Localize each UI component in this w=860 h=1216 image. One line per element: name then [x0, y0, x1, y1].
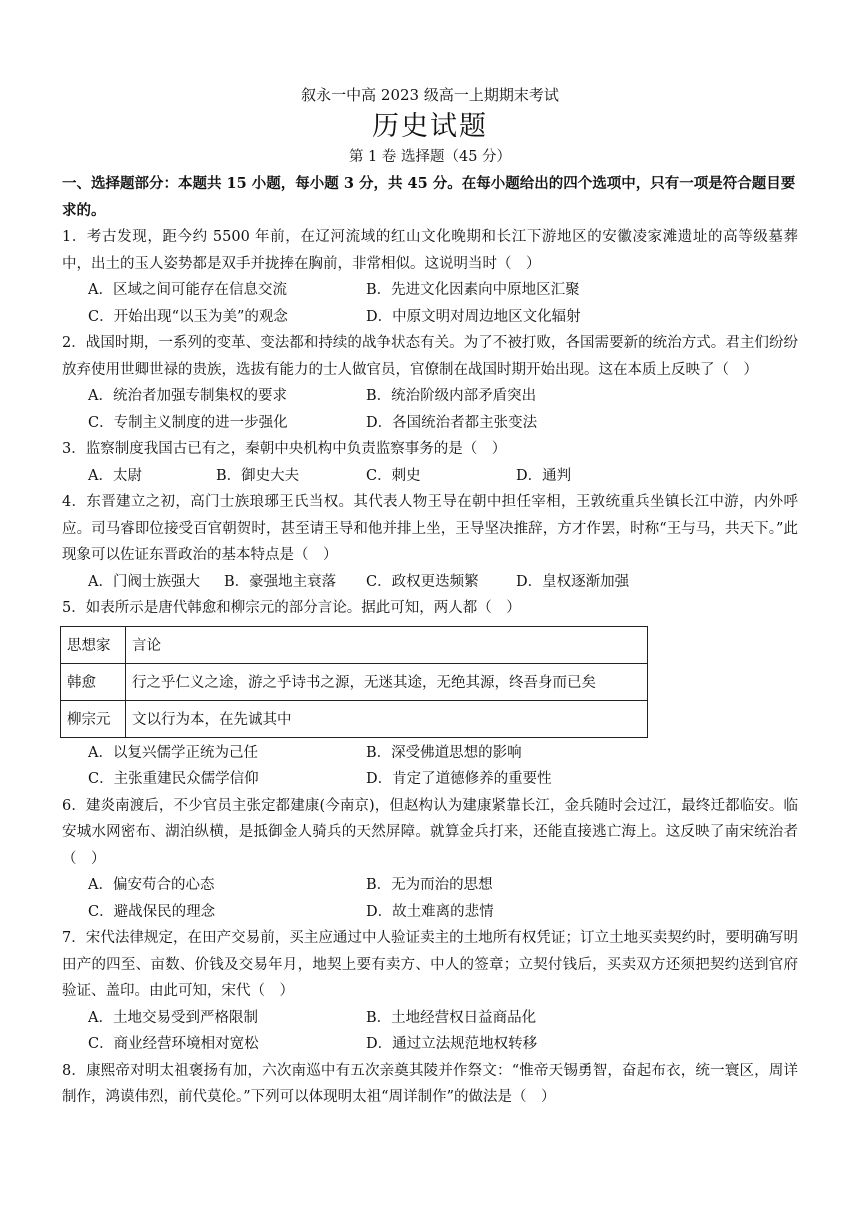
- option-a: A．统治者加强专制集权的要求: [88, 388, 287, 404]
- page-title: 历史试题: [372, 111, 488, 142]
- question-stem: 3．监察制度我国古已有之，秦朝中央机构中负责监察事务的是（ ）: [62, 441, 507, 457]
- question-stem: 7．宋代法律规定，在田产交易前，买主应通过中人验证卖主的土地所有权凭证；订立土地买卖契约时，要明确写明田产的四至、亩数、价钱及交易年月，地契上要有卖方、中人的签章；立契付钱后，买卖双方还须把契约送到官府验证、盖印。由此可知，宋代（ ）: [62, 930, 798, 999]
- exam-page: [62, 84, 798, 1111]
- option-c: C．专制主义制度的进一步强化: [88, 414, 288, 431]
- exam-header: 叙永一中高 2023 级高一上期期末考试: [301, 86, 559, 104]
- option-c: C．开始出现“以玉为美”的观念: [88, 308, 288, 325]
- table-cell: 韩愈: [61, 663, 126, 700]
- option-c: C．避战保民的理念: [88, 903, 216, 920]
- option-b: B．先进文化因素向中原地区汇聚: [366, 282, 580, 298]
- option-a: A．土地交易受到严格限制: [88, 1009, 258, 1026]
- question-stem: 2．战国时期，一系列的变革、变法都和持续的战争状态有关。为了不被打败，各国需要新的统治方式。君主们纷纷放弃使用世卿世禄的贵族，选拔有能力的士人做官员，官僚制在战国时期开始出现。这在本质上反映了（ ）: [62, 335, 798, 378]
- option-a: A．门阀士族强大: [88, 573, 200, 590]
- options: [62, 872, 798, 925]
- option-c: C．政权更迭频繁: [366, 573, 479, 590]
- options: [62, 277, 798, 330]
- option-a: A．太尉: [88, 467, 142, 484]
- question-stem: 6．建炎南渡后，不少官员主张定都建康(今南京)，但赵构认为建康紧靠长江，金兵随时会过江，最终迁都临安。临安城水网密布、湖泊纵横，是抵御金人骑兵的天然屏障。就算金兵打来，还能直接逃亡海上。这反映了南宋统治者（ ）: [62, 797, 798, 867]
- table-cell: 文以行为本，在先诚其中: [126, 700, 648, 737]
- table-header-row: [61, 626, 648, 663]
- option-a: A．区域之间可能存在信息交流: [88, 282, 287, 298]
- part-subtitle: 第 1 卷 选择题（45 分）: [348, 149, 512, 165]
- option-c: C．商业经营环境相对宽松: [88, 1036, 259, 1052]
- option-d: D．通过立法规范地权转移: [366, 1036, 538, 1052]
- table-cell: 柳宗元: [61, 700, 126, 737]
- option-b: B．无为而治的思想: [366, 877, 493, 893]
- question-stem: 1．考古发现，距今约 5500 年前，在辽河流域的红山文化晚期和长江下游地区的安徽凌家滩遗址的高等级墓葬中，出土的玉人姿势都是双手并拢捧在胸前，非常相似。这说明当时（ ）: [62, 229, 798, 272]
- options: [62, 463, 798, 490]
- option-d: D．中原文明对周边地区文化辐射: [366, 308, 581, 325]
- option-b: B．土地经营权日益商品化: [366, 1009, 537, 1026]
- quote-table: [60, 626, 648, 738]
- option-a: A．以复兴儒学正统为己任: [88, 744, 258, 761]
- options: [62, 740, 798, 793]
- options: [62, 1005, 798, 1058]
- option-a: A．偏安苟合的心态: [88, 877, 215, 893]
- option-d: D．皇权逐渐加强: [516, 573, 630, 590]
- option-d: D．通判: [516, 467, 572, 484]
- option-c: C．刺史: [366, 467, 421, 484]
- table-header-cell: 思想家: [61, 626, 126, 663]
- options: [62, 383, 798, 436]
- option-b: B．深受佛道思想的影响: [366, 744, 522, 761]
- table-row: [61, 700, 648, 737]
- option-b: B．统治阶级内部矛盾突出: [366, 388, 537, 404]
- option-d: D．肯定了道德修养的重要性: [366, 771, 552, 787]
- option-b: B．豪强地主衰落: [224, 573, 337, 590]
- question-stem: 4．东晋建立之初，高门士族琅琊王氏当权。其代表人物王导在朝中担任宰相，王敦统重兵坐镇长江中游，内外呼应。司马睿即位接受百官朝贺时，甚至请王导和他并排上坐，王导坚决推辞，方才作罢，时称“王与马，共天下。”此现象可以佐证东晋政治的基本特点是（ ）: [62, 494, 798, 563]
- question-stem: 5．如表所示是唐代韩愈和柳宗元的部分言论。据此可知，两人都（ ）: [62, 600, 521, 616]
- option-d: D．各国统治者都主张变法: [366, 414, 538, 431]
- question-stem: 8．康熙帝对明太祖褒扬有加，六次南巡中有五次亲奠其陵并作祭文：“惟帝天锡勇智，奋起布衣，统一寰区，周详制作，鸿谟伟烈，前代莫伦。”下列可以体现明太祖“周详制作”的做法是（ ）: [62, 1062, 798, 1105]
- options: [62, 569, 798, 596]
- option-b: B．御史大夫: [216, 467, 300, 484]
- table-header-cell: 言论: [126, 626, 648, 663]
- section-instruction: 一、选择题部分：本题共 15 小题，每小题 3 分，共 45 分。在每小题给出的四个选项中，只有一项是符合题目要求的。: [62, 175, 796, 219]
- table-row: [61, 663, 648, 700]
- option-c: C．主张重建民众儒学信仰: [88, 771, 259, 787]
- table-cell: 行之乎仁义之途，游之乎诗书之源，无迷其途，无绝其源，终吾身而已矣: [126, 663, 648, 700]
- option-d: D．故土难离的悲情: [366, 903, 494, 920]
